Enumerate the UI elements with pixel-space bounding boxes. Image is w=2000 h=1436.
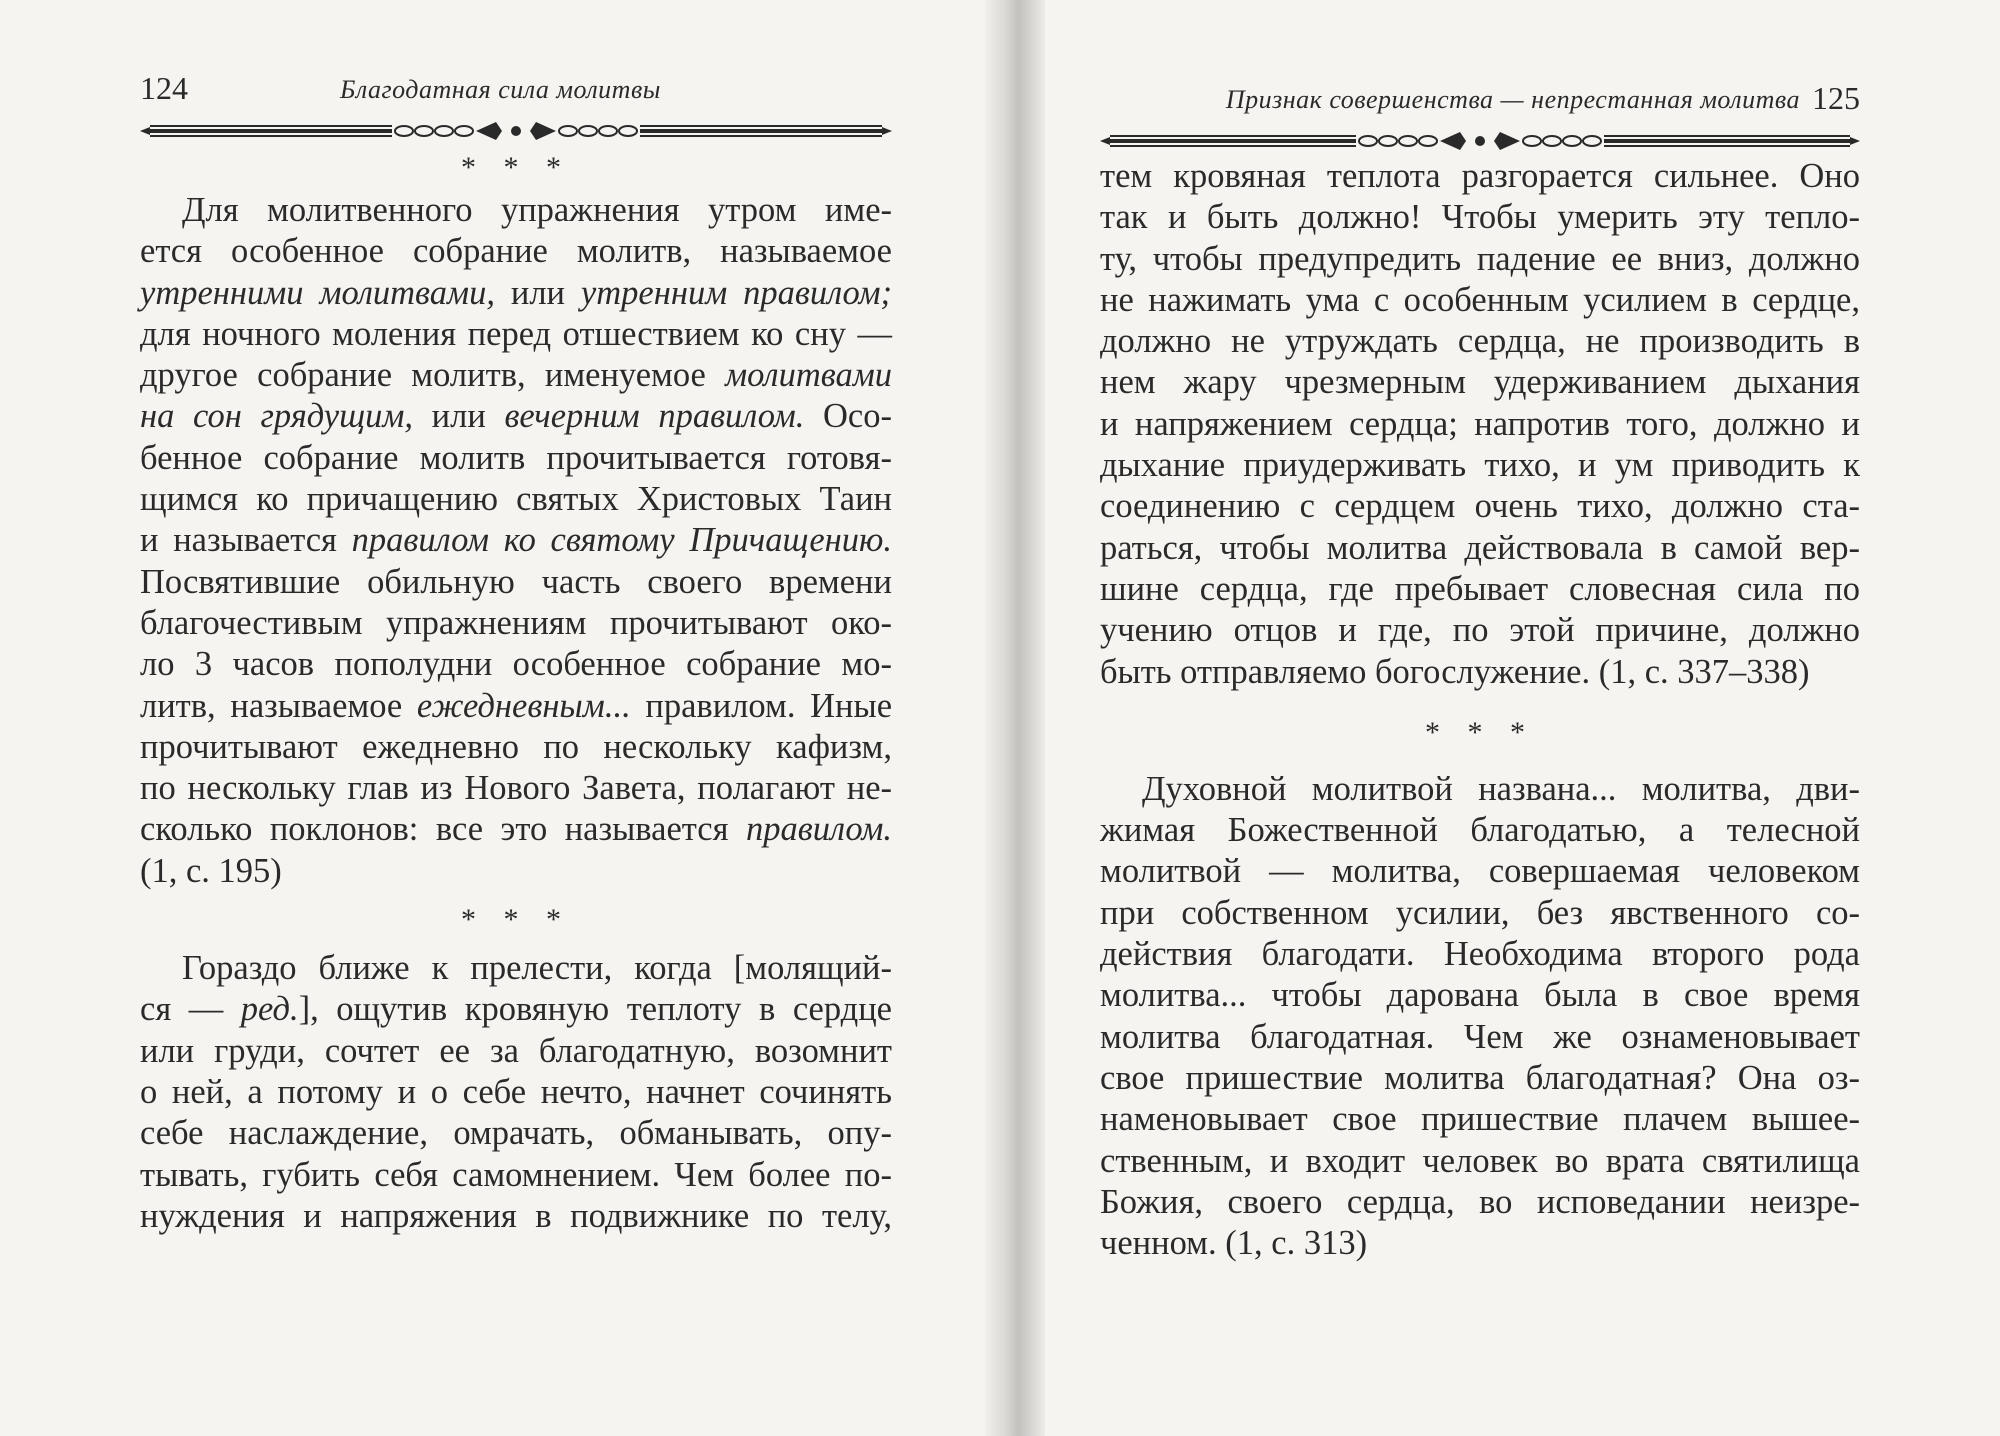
left-running-title: Благодатная сила молитвы — [340, 75, 661, 104]
left-paragraph-2 — [140, 948, 892, 1237]
book-gutter — [985, 0, 1045, 1436]
right-page-number: 125 — [1812, 80, 1860, 116]
text-line: раться, чтобы молитва действовала в самой вер- — [1100, 528, 1860, 567]
text-line: другое собрание молитв, именуемое молитвами — [140, 356, 892, 395]
text-line: наменовывает свое пришествие плачем вышее- — [1100, 1100, 1860, 1139]
text-line: утренними молитвами, или утренним правилом; — [140, 273, 892, 312]
right-running-title: Признак совершенства — непрестанная молитва — [1225, 85, 1800, 114]
text-line: благочестивым упражнениям прочитывают око- — [140, 603, 892, 642]
text-line: быть отправляемо богослужение. (1, с. 337–338) — [1100, 652, 1810, 691]
left-paragraph-1 — [140, 190, 892, 892]
text-line: ственным, и входит человек во врата святилища — [1100, 1141, 1860, 1180]
text-line: Посвятившие обильную часть своего времени — [140, 562, 892, 601]
text-line: при собственном усилии, без явственного со- — [1100, 893, 1860, 932]
text-line: молитвой — молитва, совершаемая человеком — [1100, 852, 1860, 891]
text-line: нуждения и напряжения в подвижнике по телу, — [140, 1196, 892, 1235]
text-line: шине сердца, где пребывает словесная сила по — [1100, 569, 1860, 608]
text-line: Духовной молитвой названа... молитва, дви- — [1142, 769, 1860, 808]
text-line: действия благодати. Необходима второго рода — [1100, 935, 1860, 974]
text-line: сколько поклонов: все это называется правилом. — [140, 810, 892, 849]
right-paragraph-2 — [1100, 769, 1860, 1265]
text-line: ту, чтобы предупредить падение ее вниз, должно — [1100, 239, 1860, 278]
text-line: бенное собрание молитв прочитывается готовя- — [140, 438, 892, 477]
right-paragraph-1 — [1100, 156, 1860, 693]
text-line: свое пришествие молитва благодатная? Она оз- — [1100, 1058, 1860, 1097]
left-page-number: 124 — [140, 70, 188, 106]
text-line: соединению с сердцем очень тихо, должно ста- — [1100, 487, 1860, 526]
right-page-header — [1100, 78, 1860, 118]
section-separator: * * * — [461, 903, 571, 937]
text-line: не нажимать ума с особенным усилием в сердце, — [1100, 280, 1860, 319]
text-line: прочитывают ежедневно по нескольку кафизм, — [140, 727, 892, 766]
right-ornament-rule — [1100, 126, 1860, 156]
text-line: так и быть должно! Чтобы умерить эту тепло- — [1100, 198, 1860, 237]
text-line: молитва... чтобы дарована была в свое время — [1100, 976, 1860, 1015]
text-line: ченном. (1, с. 313) — [1100, 1224, 1368, 1263]
right-page — [1100, 78, 1860, 1264]
text-line: жимая Божественной благодатью, а телесной — [1100, 811, 1860, 850]
text-line: тем кровяная теплота разгорается сильнее. Оно — [1100, 157, 1860, 195]
text-line: себе наслаждение, омрачать, обманывать, опу- — [140, 1114, 892, 1153]
text-line: должно не утруждать сердца, не производить в — [1100, 322, 1860, 361]
text-line: на сон грядущим, или вечерним правилом. Осо- — [140, 397, 892, 436]
section-separator: * * * — [1425, 715, 1535, 749]
text-line: или груди, сочтет ее за благодатную, возомнит — [140, 1031, 892, 1070]
text-line: Гораздо ближе к прелести, когда [молящий- — [182, 949, 892, 988]
text-line: Для молитвенного упражнения утром име- — [182, 191, 892, 229]
text-line: дыхание приудерживать тихо, и ум приводить к — [1100, 446, 1860, 485]
left-page-header — [140, 68, 892, 108]
text-line: литв, называемое ежедневным... правилом. Иные — [140, 686, 893, 725]
text-line: ся — ред.], ощутив кровяную теплоту в сердце — [140, 990, 892, 1029]
text-line: ло 3 часов пополудни особенное собрание мо- — [140, 645, 892, 684]
text-line: щимся ко причащению святых Христовых Таин — [140, 480, 892, 519]
text-line: учению отцов и где, по этой причине, должно — [1100, 611, 1860, 650]
left-ornament-rule — [140, 116, 892, 146]
text-line: Божия, своего сердца, во исповедании неизре- — [1100, 1182, 1860, 1221]
text-line: и напряжением сердца; напротив того, должно и — [1100, 404, 1860, 443]
text-line: по нескольку глав из Нового Завета, полагают не- — [140, 769, 892, 808]
text-line: нем жару чрезмерным удерживанием дыхания — [1100, 363, 1860, 402]
text-line: о ней, а потому и о себе нечто, начнет сочинять — [140, 1072, 892, 1111]
text-line: и называется правилом ко святому Причащению. — [140, 521, 892, 560]
text-line: для ночного моления перед отшествием ко сну — — [140, 314, 892, 353]
text-line: тывать, губить себя самомнением. Чем более по- — [140, 1155, 892, 1194]
text-line: (1, с. 195) — [140, 851, 282, 890]
section-separator: * * * — [461, 151, 571, 184]
text-line: молитва благодатная. Чем же ознаменовывает — [1100, 1017, 1860, 1056]
left-page — [140, 68, 892, 1237]
text-line: ется особенное собрание молитв, называемое — [140, 232, 892, 271]
